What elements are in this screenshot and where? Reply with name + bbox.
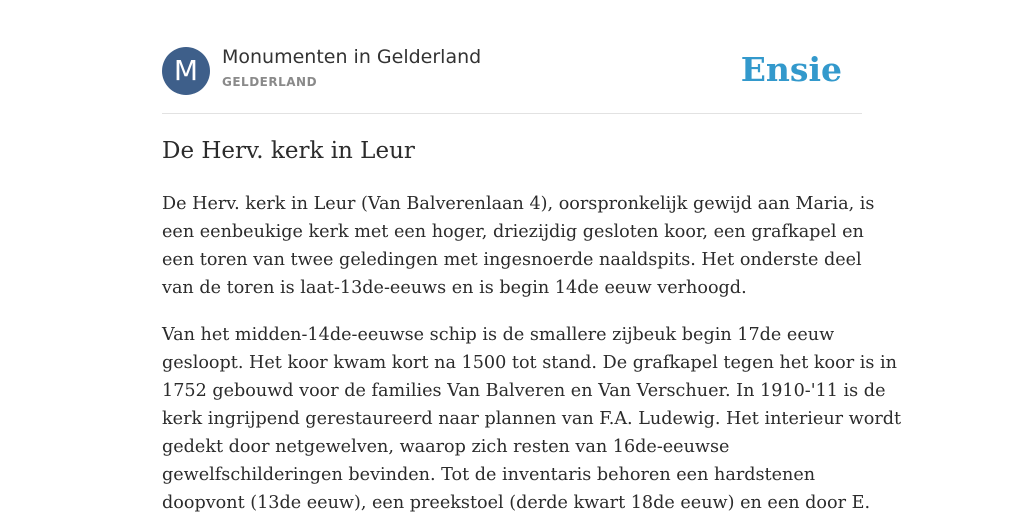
brand-logo[interactable]: Ensie: [740, 50, 842, 89]
header-divider: [162, 113, 862, 114]
text-line: een toren van twee geledingen met ingesnoerde naaldspits. Het onderste deel: [162, 250, 862, 270]
text-line: een eenbeukige kerk met een hoger, driezijdig gesloten koor, een grafkapel en: [162, 222, 864, 242]
text-line: gedekt door netgewelven, waarop zich resten van 16de-eeuwse: [162, 437, 730, 457]
site-title[interactable]: Monumenten in Gelderland: [222, 46, 482, 68]
text-line: doopvont (13de eeuw), een preekstoel (derde kwart 18de eeuw) en een door E.: [162, 493, 871, 512]
text-line: gesloopt. Het koor kwam kort na 1500 tot stand. De grafkapel tegen het koor is in: [162, 353, 897, 373]
avatar[interactable]: M: [162, 47, 210, 95]
paragraph: [162, 190, 875, 302]
text-line: van de toren is laat-13de-eeuws en is begin 14de eeuw verhoogd.: [162, 278, 747, 298]
site-subtitle[interactable]: GELDERLAND: [222, 75, 318, 89]
text-line: gewelfschilderingen bevinden. Tot de inventaris behoren een hardstenen: [162, 465, 816, 485]
article-body: [162, 190, 902, 512]
text-line: kerk ingrijpend gerestaureerd naar plannen van F.A. Ludewig. Het interieur wordt: [162, 409, 902, 429]
paragraph: [162, 321, 902, 512]
text-line: De Herv. kerk in Leur (Van Balverenlaan 4), oorspronkelijk gewijd aan Maria, is: [162, 194, 875, 214]
site-header: [162, 46, 862, 96]
text-line: 1752 gebouwd voor de families Van Balveren en Van Verschuer. In 1910-'11 is de: [162, 381, 886, 401]
page-title: De Herv. kerk in Leur: [162, 138, 415, 164]
text-line: Van het midden-14de-eeuwse schip is de smallere zijbeuk begin 17de eeuw: [162, 325, 835, 345]
